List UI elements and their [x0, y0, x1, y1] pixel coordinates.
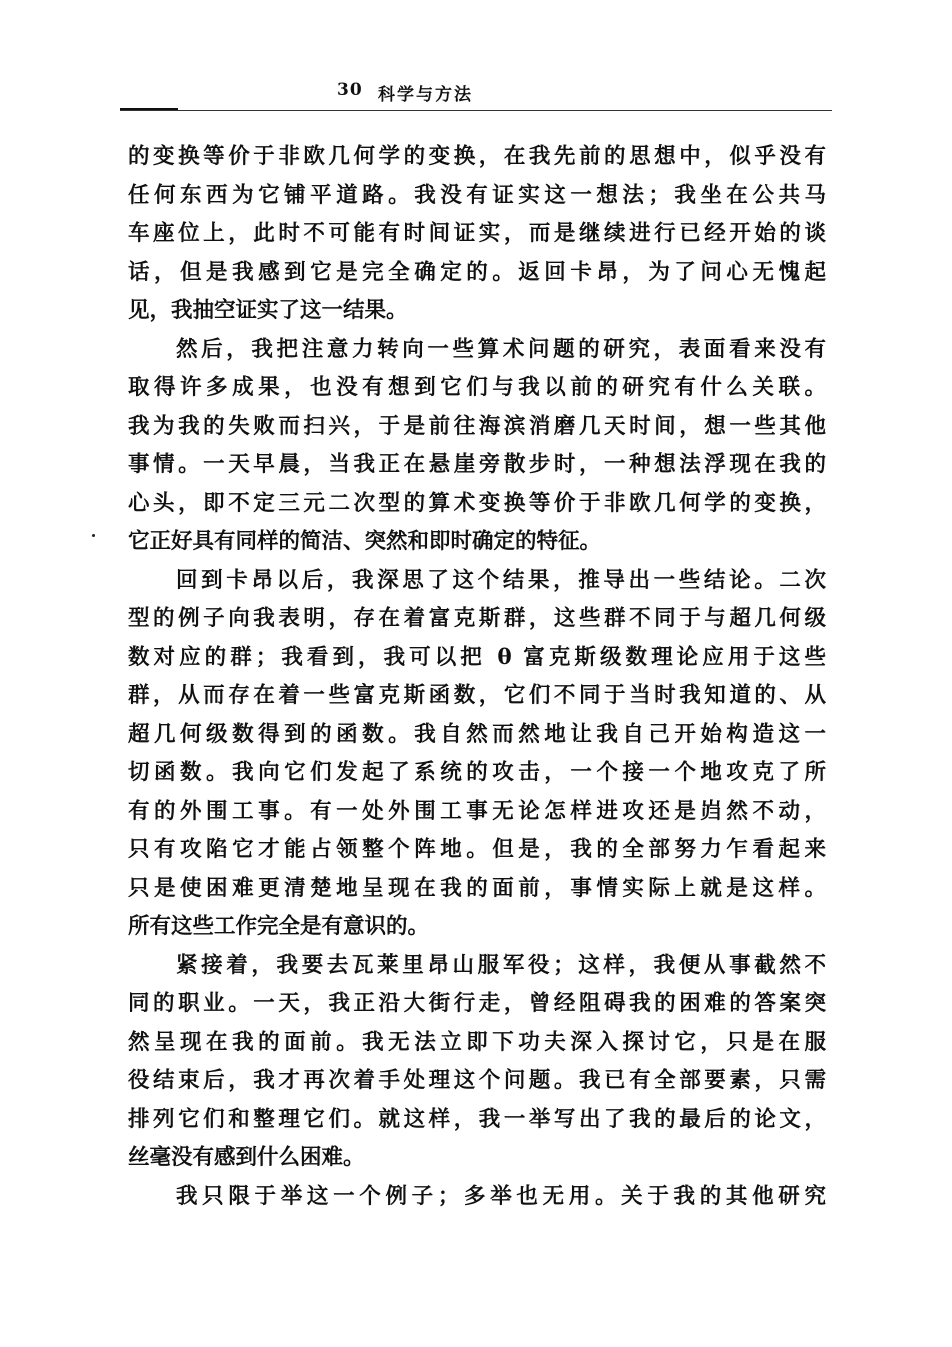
text-line: 数对应的群；我看到，我可以把 θ 富克斯级数理论应用于这些 — [128, 644, 826, 670]
text-line: 排列它们和整理它们。就这样，我一举写出了我的最后的论文， — [128, 1106, 826, 1132]
text-line: 只是使困难更清楚地呈现在我的面前，事情实际上就是这样。 — [128, 875, 826, 901]
text-line: 只有攻陷它才能占领整个阵地。但是，我的全部努力乍看起来 — [128, 837, 826, 862]
paragraph — [128, 138, 826, 331]
text-line: 役结束后，我才再次着手处理这个问题。我已有全部要素，只需 — [128, 1068, 826, 1093]
text-line: 的变换等价于非欧几何学的变换，在我先前的思想中，似乎没有 — [128, 144, 826, 169]
body-text — [128, 138, 826, 1216]
margin-speck — [92, 534, 95, 537]
paragraph — [128, 331, 826, 562]
text-line: 然呈现在我的面前。我无法立即下功夫深入探讨它，只是在服 — [128, 1029, 826, 1055]
text-line: 然后，我把注意力转向一些算术问题的研究，表面看来没有 — [176, 336, 826, 362]
header-rule — [120, 110, 832, 111]
text-line: 丝毫没有感到什么困难。 — [128, 1145, 365, 1170]
text-line: 切函数。我向它们发起了系统的攻击，一个接一个地攻克了所 — [128, 760, 826, 785]
paragraph — [128, 1178, 826, 1217]
text-line: 见，我抽空证实了这一结果。 — [128, 298, 408, 323]
text-line: 取得许多成果，也没有想到它们与我以前的研究有什么关联。 — [128, 375, 826, 400]
text-line: 同的职业。一天，我正沿大街行走，曾经阻碍我的困难的答案突 — [128, 991, 826, 1016]
text-line: 群，从而存在着一些富克斯函数，它们不同于当时我知道的、从 — [128, 683, 826, 708]
text-line: 心头，即不定三元二次型的算术变换等价于非欧几何学的变换， — [128, 490, 826, 516]
text-line: 任何东西为它铺平道路。我没有证实这一想法；我坐在公共马 — [128, 182, 826, 208]
text-line: 所有这些工作完全是有意识的。 — [128, 914, 430, 939]
running-title: 科学与方法 — [378, 85, 473, 105]
text-line: 我只限于举这一个例子；多举也无用。关于我的其他研究 — [176, 1183, 826, 1209]
text-line: 型的例子向我表明，存在着富克斯群，这些群不同于与超几何级 — [128, 606, 826, 631]
text-line: 有的外围工事。有一处外围工事无论怎样进攻还是岿然不动， — [128, 798, 826, 824]
text-line: 事情。一天早晨，当我正在悬崖旁散步时，一种想法浮现在我的 — [128, 452, 826, 477]
text-line: 话，但是我感到它是完全确定的。返回卡昂，为了问心无愧起 — [128, 259, 826, 285]
text-line: 它正好具有同样的简洁、突然和即时确定的特征。 — [128, 529, 602, 554]
paragraph — [128, 562, 826, 947]
text-line: 超几何级数得到的函数。我自然而然地让我自己开始构造这一 — [128, 721, 826, 747]
text-line: 紧接着，我要去瓦莱里昂山服军役；这样，我便从事截然不 — [176, 952, 826, 978]
text-line: 回到卡昂以后，我深思了这个结果，推导出一些结论。二次 — [176, 567, 826, 593]
text-line: 我为我的失败而扫兴，于是前往海滨消磨几天时间，想一些其他 — [128, 413, 826, 439]
paragraph — [128, 947, 826, 1178]
page-number: 30 — [337, 80, 363, 100]
page-header — [120, 70, 832, 116]
text-line: 车座位上，此时不可能有时间证实，而是继续进行已经开始的谈 — [128, 221, 826, 246]
